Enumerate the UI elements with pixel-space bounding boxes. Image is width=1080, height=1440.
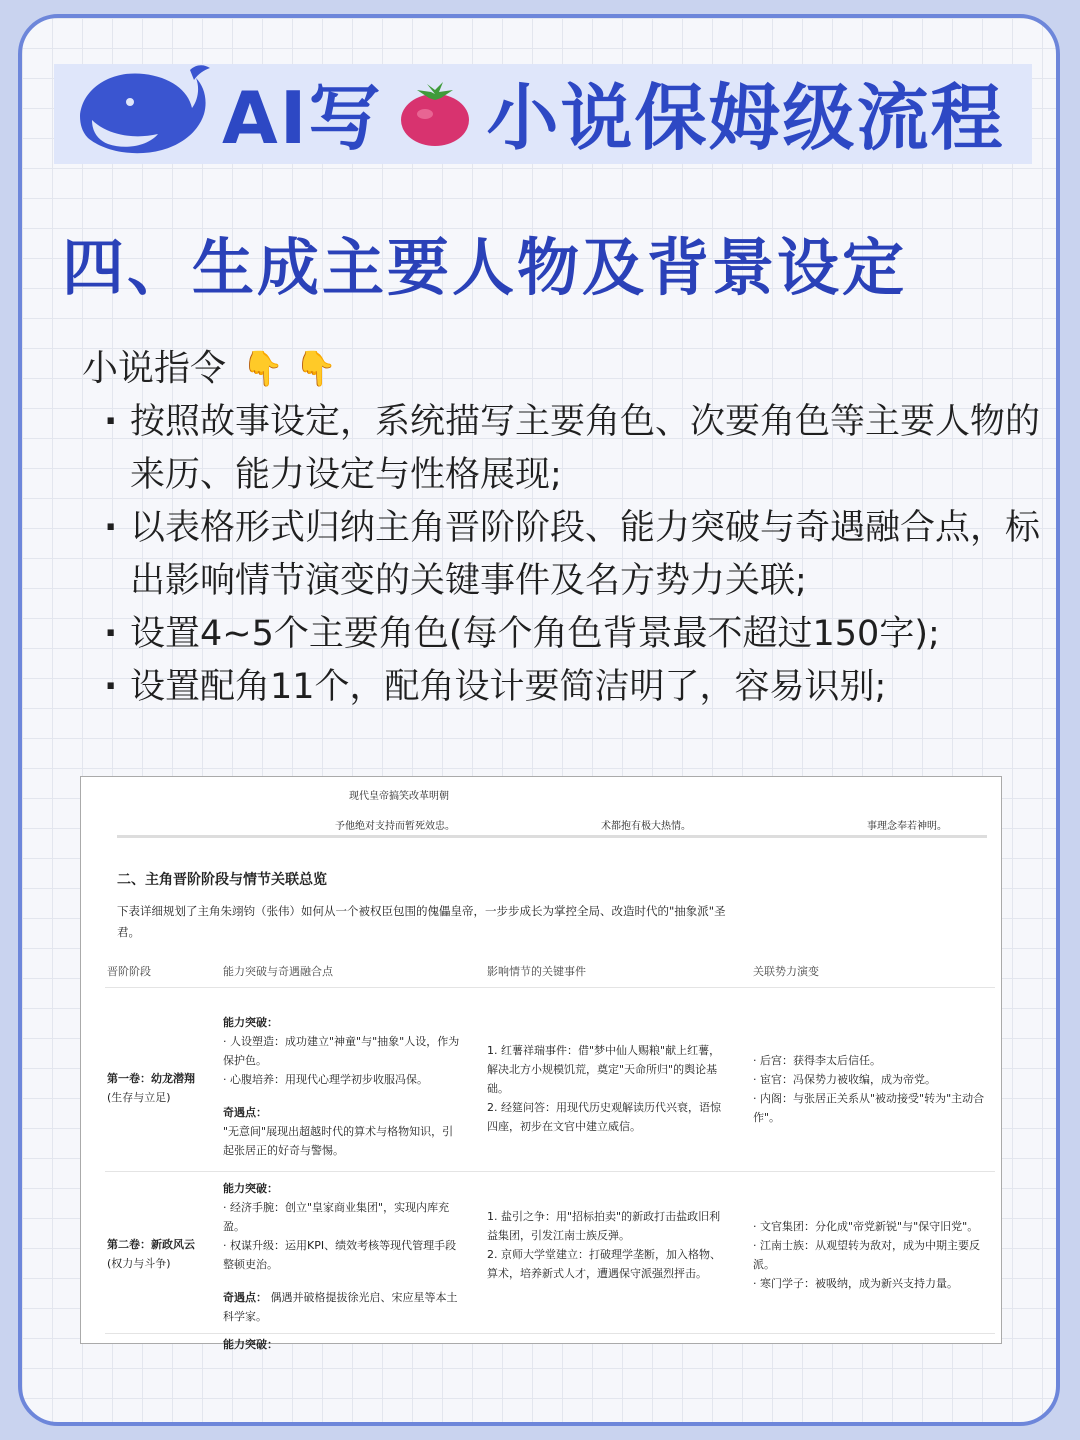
prompt-label-text: 小说指令 [82, 348, 227, 389]
table-cell-factions [753, 1217, 995, 1293]
table-cell-events [487, 1207, 727, 1283]
doc-intro: 下表详细规划了主角朱翊钧（张伟）如何从一个被权臣包围的傀儡皇帝，一步步成长为掌控全局、改造时代的"抽象派"圣君。 [117, 904, 726, 939]
section-heading: 四、生成主要人物及背景设定 [62, 231, 908, 304]
doc-top-line: 现代皇帝搞笑改革明朝 [349, 791, 449, 802]
event-item: 2. 经筵问答：用现代历史观解读历代兴衰，语惊四座，初步在文官中建立威信。 [487, 1101, 721, 1133]
table-header: 能力突破与奇遇融合点 [223, 965, 333, 978]
ability-line: · 人设塑造：成功建立"神童"与"抽象"人设，作为保护色。 [223, 1035, 460, 1067]
faction-item: · 内阁：与张居正关系从"被动接受"转为"主动合作"。 [753, 1092, 985, 1124]
doc-top-cell: 术都抱有极大热情。 [601, 821, 691, 832]
doc-heading: 二、主角晋阶阶段与情节关联总览 [117, 872, 327, 888]
event-item: 1. 盐引之争：用"招标拍卖"的新政打击盐政旧利益集团，引发江南士族反弹。 [487, 1210, 721, 1242]
prompt-bullet: · 设置4~5个主要角色(每个角色背景最不超过150字); [104, 608, 1044, 661]
faction-item: · 宦官：冯保势力被收编，成为帝党。 [753, 1073, 936, 1086]
banner-title [222, 70, 1005, 171]
doc-top-cell: 事理念奉若神明。 [867, 821, 947, 832]
stage-title: 第二卷：新政风云 [107, 1238, 195, 1251]
ability-title: 能力突破： [223, 1182, 278, 1195]
table-rule [105, 987, 995, 988]
encounter-text: "无意间"展现出超越时代的算术与格物知识，引起张居正的好奇与警惕。 [223, 1125, 454, 1157]
table-cell-stage [107, 1069, 217, 1107]
table-header: 晋阶阶段 [107, 965, 151, 978]
prompt-label [82, 340, 337, 391]
whale-icon [72, 60, 212, 160]
stage-subtitle: (生存与立足) [107, 1091, 171, 1104]
tomato-icon [397, 75, 473, 171]
pointing-down-icon: 👇 👇 [241, 349, 337, 389]
encounter-title: 奇遇点： [223, 1106, 267, 1119]
faction-item: · 文官集团：分化成"帝党新锐"与"保守旧党"。 [753, 1220, 979, 1233]
table-cell-stage [107, 1235, 217, 1273]
prompt-bullet: · 按照故事设定，系统描写主要角色、次要角色等主要人物的来历、能力设定与性格展现; [104, 396, 1044, 502]
prompt-bullet: · 以表格形式归纳主角晋阶阶段、能力突破与奇遇融合点，标出影响情节演变的关键事件及名方势力关联; [104, 502, 1044, 608]
ability-line: · 权谋升级：运用KPI、绩效考核等现代管理手段整顿吏治。 [223, 1239, 457, 1271]
encounter-text: 偶遇并破格提拔徐光启、宋应星等本土科学家。 [223, 1291, 458, 1323]
banner-title-prefix: AI写 [222, 76, 383, 160]
faction-item: · 寒门学子：被吸纳，成为新兴支持力量。 [753, 1277, 958, 1290]
table-rule [105, 1171, 995, 1172]
table-header: 影响情节的关键事件 [487, 965, 586, 978]
table-cell-ability [223, 1013, 463, 1160]
table-cell-factions [753, 1051, 995, 1127]
table-cell-next: 能力突破： [223, 1338, 278, 1351]
table-header: 关联势力演变 [753, 965, 819, 978]
prompt-bullet: · 设置配角11个，配角设计要简洁明了，容易识别; [104, 661, 1044, 714]
stage-subtitle: (权力与斗争) [107, 1257, 171, 1270]
stage-title: 第一卷：幼龙潜翔 [107, 1072, 195, 1085]
document-screenshot [80, 776, 1002, 1351]
event-item: 2. 京师大学堂建立：打破理学垄断，加入格物、算术，培养新式人才，遭遇保守派强烈抨击。 [487, 1248, 721, 1280]
faction-item: · 江南士族：从观望转为敌对，成为中期主要反派。 [753, 1239, 980, 1271]
banner-title-suffix: 小说保姆级流程 [486, 76, 1005, 160]
event-item: 1. 红薯祥瑞事件：借"梦中仙人赐粮"献上红薯，解决北方小规模饥荒，奠定"天命所归"的舆论基础。 [487, 1044, 721, 1095]
table-cell-events [487, 1041, 727, 1136]
ability-line: · 经济手腕：创立"皇家商业集团"，实现内库充盈。 [223, 1201, 450, 1233]
doc-top-cell: 予他绝对支持而暂死效忠。 [335, 821, 455, 832]
poster-card [18, 14, 1060, 1426]
prompt-bullet-list [104, 396, 1044, 714]
ability-title: 能力突破： [223, 1016, 278, 1029]
faction-item: · 后宫：获得李太后信任。 [753, 1054, 881, 1067]
encounter-title: 奇遇点： [223, 1291, 267, 1304]
table-cell-ability [223, 1179, 463, 1326]
ability-line: · 心腹培养：用现代心理学初步收服冯保。 [223, 1073, 428, 1086]
doc-divider [117, 835, 987, 838]
table-rule [105, 1333, 995, 1334]
